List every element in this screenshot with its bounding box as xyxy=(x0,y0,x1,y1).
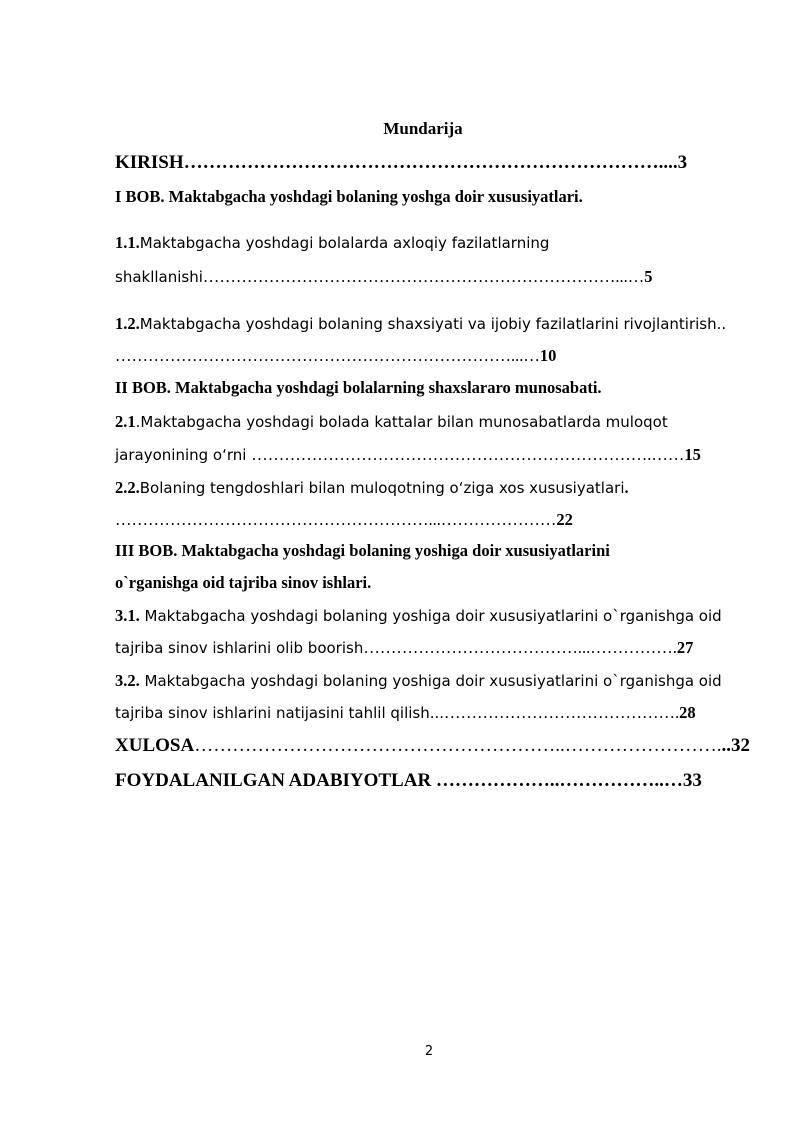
toc-page: 5 xyxy=(644,267,653,286)
toc-text: Maktabgacha yoshdagi bolalarda axloqiy fazilatlarning xyxy=(139,234,550,252)
toc-section-1-1 xyxy=(115,233,549,253)
toc-number: 3.2. xyxy=(115,671,140,690)
toc-dots: ……………………………………. xyxy=(444,703,680,722)
toc-entry-references xyxy=(115,771,702,791)
toc-chapter-1 xyxy=(115,187,583,207)
toc-page: 3 xyxy=(677,152,688,173)
toc-label: o`rganishga oid tajriba sinov ishlari. xyxy=(115,573,372,592)
toc-page: 10 xyxy=(539,346,557,365)
toc-entry-kirish xyxy=(115,153,687,173)
toc-dots: ………………..……………..… xyxy=(435,770,683,791)
toc-label: XULOSA xyxy=(115,735,195,756)
toc-dots: ………………………………………………………………….... xyxy=(183,152,678,173)
toc-chapter-3 xyxy=(115,541,610,561)
toc-dots: …………………………………………………...………………… xyxy=(115,510,557,529)
toc-section-2-1-cont xyxy=(115,445,701,465)
toc-dots: …………………………………...……………. xyxy=(363,638,677,657)
toc-page: 28 xyxy=(679,703,696,722)
toc-section-3-2 xyxy=(115,671,722,691)
toc-label: III BOB. Maktabgacha yoshdagi bolaning yoshiga doir xususiyatlarini xyxy=(115,541,610,560)
toc-page: 33 xyxy=(682,770,702,791)
toc-number: 3.1. xyxy=(115,606,140,625)
toc-text: shakllanishi xyxy=(115,268,203,286)
toc-page: 27 xyxy=(676,638,694,657)
toc-entry-xulosa xyxy=(115,736,750,756)
toc-section-3-2-cont xyxy=(115,703,696,723)
page-title: Mundarija xyxy=(383,119,463,138)
toc-text-end: . xyxy=(624,478,629,497)
toc-label: FOYDALANILGAN ADABIYOTLAR xyxy=(115,770,436,791)
toc-dots: ……………………………………………………………….…… xyxy=(251,445,685,464)
toc-section-1-2-cont xyxy=(115,346,556,366)
toc-chapter-2 xyxy=(115,378,602,398)
toc-text: tajriba sinov ishlarini natijasini tahlil qilish... xyxy=(115,704,445,722)
page-number: 2 xyxy=(424,1044,434,1059)
toc-text: .Maktabgacha yoshdagi bolada kattalar bilan munosabatlarda muloqot xyxy=(135,413,668,431)
toc-text: jarayonining o‘rni xyxy=(115,446,252,464)
toc-section-1-2 xyxy=(115,314,726,334)
toc-section-2-2-cont xyxy=(115,510,573,530)
toc-text: Bolaning tengdoshlari bilan muloqotning o‘ziga xos xususiyatlari xyxy=(139,479,625,497)
toc-dots: …………………………………………………..……………………. xyxy=(194,735,722,756)
toc-label: II BOB. Maktabgacha yoshdagi bolalarning shaxslararo munosabati. xyxy=(115,378,602,397)
toc-number: 1.2. xyxy=(115,314,140,333)
toc-page: 15 xyxy=(684,445,701,464)
toc-text: Maktabgacha yoshdagi bolaning shaxsiyati va ijobiy fazilatlarini rivojlantirish.. xyxy=(139,315,727,333)
toc-chapter-3-cont xyxy=(115,573,371,593)
toc-number: 2.2. xyxy=(115,478,140,497)
toc-page: ..32 xyxy=(721,735,750,756)
toc-section-3-1-cont xyxy=(115,638,693,658)
toc-label: I BOB. Maktabgacha yoshdagi bolaning yoshga doir xususiyatlari. xyxy=(115,187,583,206)
toc-section-2-1 xyxy=(115,412,668,432)
toc-text: Maktabgacha yoshdagi bolaning yoshiga doir xususiyatlarini o`rganishga oid xyxy=(139,607,722,625)
toc-text: Maktabgacha yoshdagi bolaning yoshiga doir xususiyatlarini o`rganishga oid xyxy=(139,672,722,690)
toc-section-3-1 xyxy=(115,606,722,626)
toc-dots: …………………………………………………………………...… xyxy=(202,267,645,286)
toc-section-1-1-cont xyxy=(115,267,653,287)
toc-label: KIRISH xyxy=(115,152,184,173)
toc-page: 22 xyxy=(556,510,573,529)
toc-dots: ………………………………………………………………...… xyxy=(115,346,540,365)
toc-section-2-2 xyxy=(115,478,629,498)
toc-number: 2.1 xyxy=(115,412,136,431)
toc-text: tajriba sinov ishlarini olib boorish xyxy=(115,639,364,657)
toc-number: 1.1. xyxy=(115,233,140,252)
